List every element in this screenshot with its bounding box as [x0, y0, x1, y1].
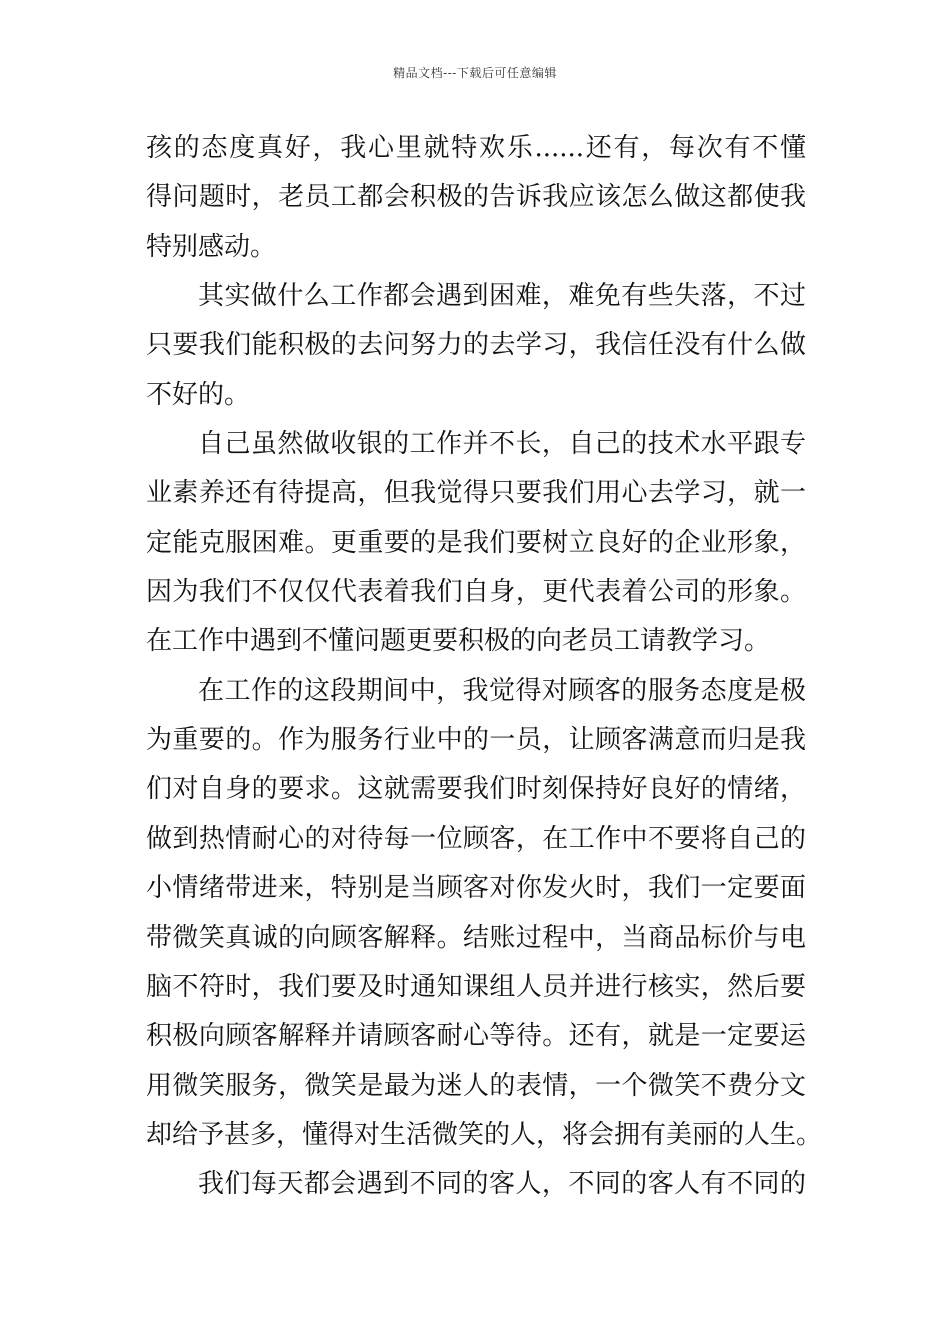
page-header: 精品文档---下载后可任意编辑 [393, 66, 557, 80]
text-line: 小情绪带进来，特别是当顾客对你发火时，我们一定要面 [146, 873, 806, 904]
text-line: 脑不符时，我们要及时通知课组人员并进行核实，然后要 [146, 971, 806, 1002]
text-line: 在工作中遇到不懂问题更要积极的向老员工请教学习。 [146, 626, 771, 657]
text-line: 却给予甚多，懂得对生活微笑的人，将会拥有美丽的人生。 [146, 1119, 823, 1150]
text-line: 不好的。 [146, 379, 251, 410]
text-line: 为重要的。作为服务行业中的一员，让顾客满意而归是我 [146, 725, 806, 756]
text-line: 在工作的这段期间中，我觉得对顾客的服务态度是极 [198, 675, 806, 706]
text-line: 用微笑服务，微笑是最为迷人的表情，一个微笑不费分文 [146, 1070, 806, 1101]
text-line: 们对自身的要求。这就需要我们时刻保持好良好的情绪， [146, 774, 806, 805]
text-line: 我们每天都会遇到不同的客人，不同的客人有不同的 [198, 1169, 806, 1200]
text-line: 业素养还有待提高，但我觉得只要我们用心去学习，就一 [146, 478, 806, 509]
text-line: 带微笑真诚的向顾客解释。结账过程中，当商品标价与电 [146, 922, 806, 953]
text-line: 因为我们不仅仅代表着我们自身，更代表着公司的形象。 [146, 577, 806, 608]
text-line: 其实做什么工作都会遇到困难，难免有些失落，不过 [198, 281, 806, 312]
text-line: 定能克服困难。更重要的是我们要树立良好的企业形象， [146, 527, 806, 558]
text-line: 特别感动。 [146, 231, 277, 262]
text-line: 得问题时，老员工都会积极的告诉我应该怎么做这都使我 [146, 182, 806, 213]
document-body [146, 124, 823, 1210]
text-line: 做到热情耐心的对待每一位顾客，在工作中不要将自己的 [146, 823, 806, 854]
text-line: 只要我们能积极的去问努力的去学习，我信任没有什么做 [146, 330, 806, 361]
text-line: 自己虽然做收银的工作并不长，自己的技术水平跟专 [198, 429, 806, 460]
text-line: 孩的态度真好，我心里就特欢乐......还有，每次有不懂 [146, 133, 806, 163]
text-line: 积极向顾客解释并请顾客耐心等待。还有，就是一定要运 [146, 1021, 806, 1052]
